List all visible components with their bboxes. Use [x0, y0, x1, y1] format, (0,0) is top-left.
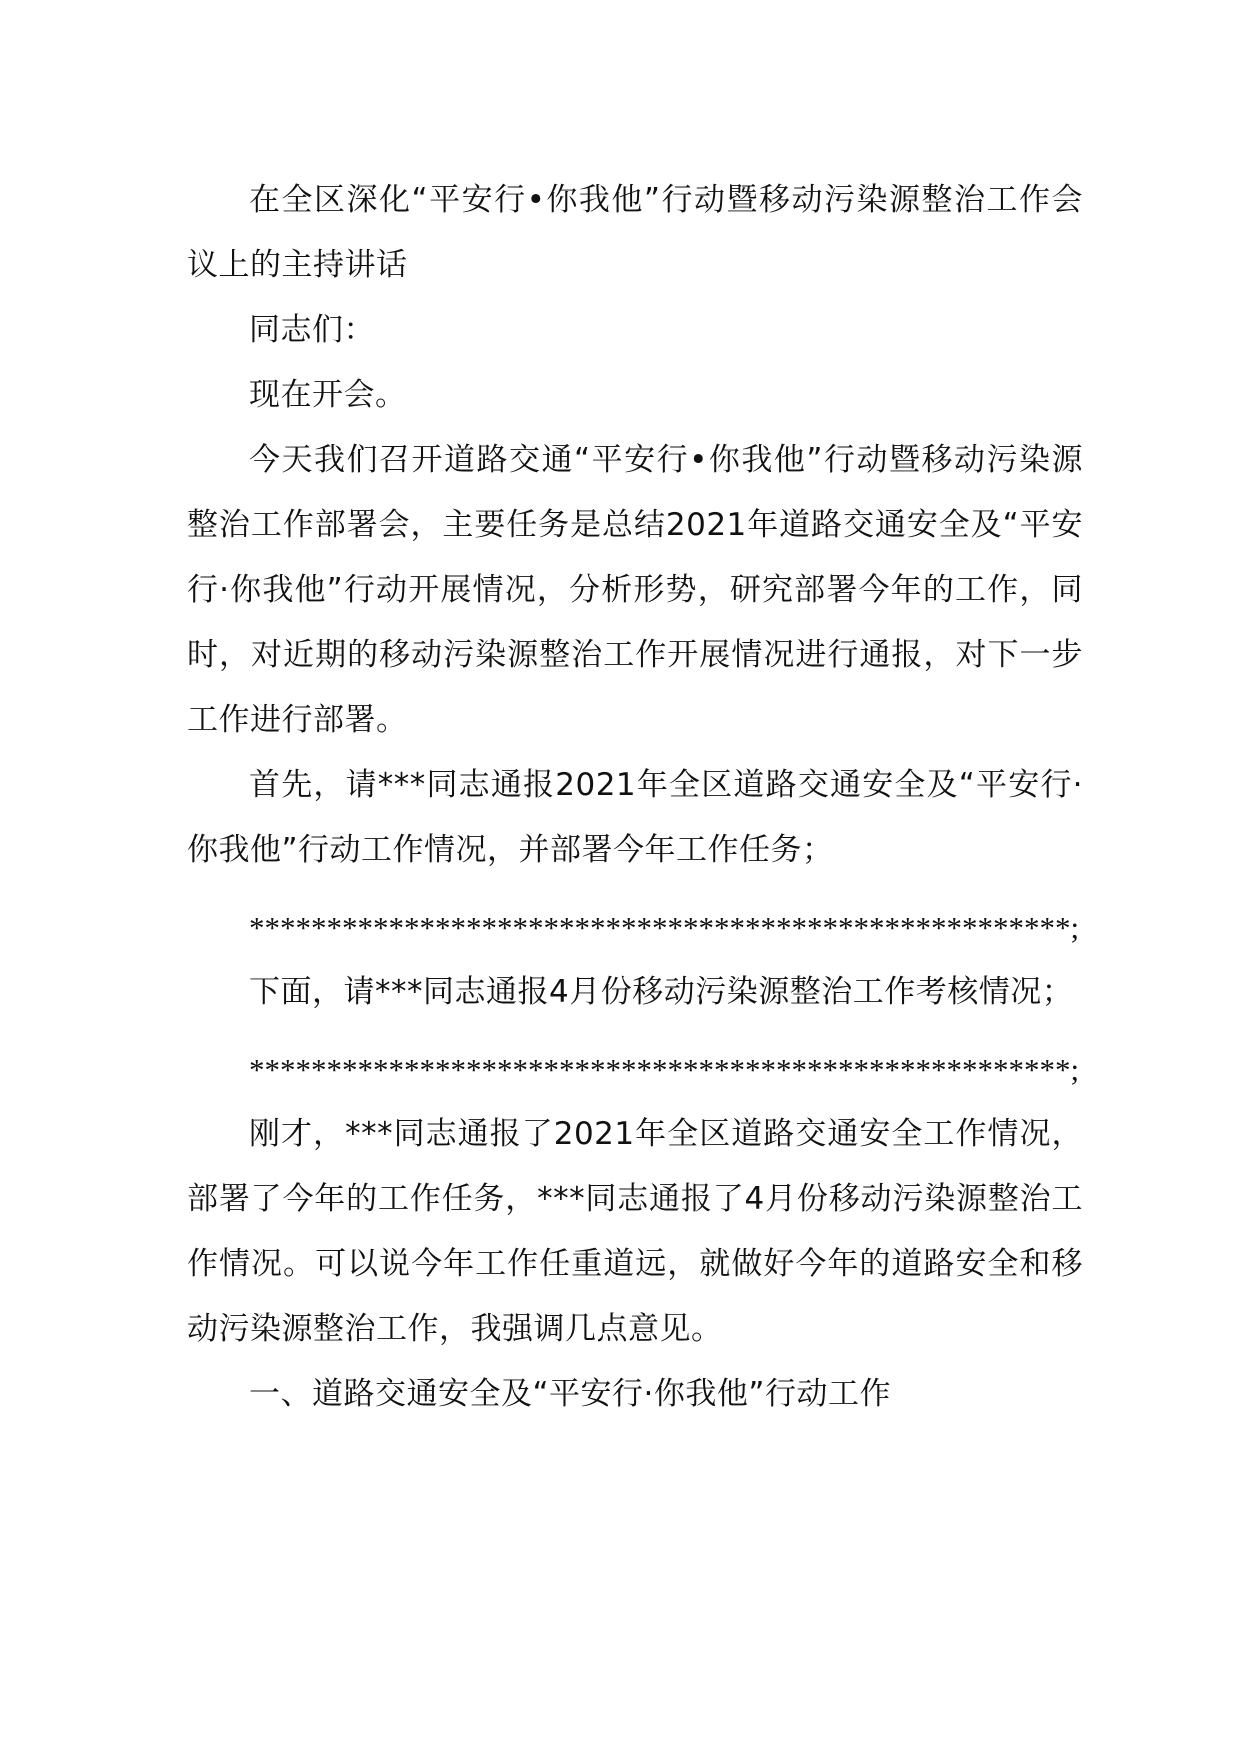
- paragraph-purpose: 今天我们召开道路交通“平安行•你我他”行动暨移动污染源整治工作部署会，主要任务是总结2021年道路交通安全及“平安行·你我他”行动开展情况，分析形势，研究部署今年的工作，同时，对近期的移动污染源整治工作开展情况进行通报，对下一步工作进行部署。: [187, 442, 1083, 738]
- paragraph-salutation: 同志们：: [249, 312, 375, 348]
- document-body: [187, 168, 1083, 1427]
- document-title: 在全区深化“平安行•你我他”行动暨移动污染源整治工作会议上的主持讲话: [187, 182, 1083, 283]
- paragraph-second-report: 下面，请***同志通报4月份移动污染源整治工作考核情况；: [249, 974, 1074, 1010]
- section-heading-1: 一、道路交通安全及“平安行·你我他”行动工作: [249, 1376, 891, 1412]
- paragraph-opening: 现在开会。: [249, 377, 407, 413]
- paragraph-first-report: 首先，请***同志通报2021年全区道路交通安全及“平安行·你我他”行动工作情况，并部署今年工作任务；: [187, 767, 1083, 868]
- paragraph-summary: 刚才，***同志通报了2021年全区道路交通安全工作情况，部署了今年的工作任务，***同志通报了4月份移动污染源整治工作情况。可以说今年工作任重道远，就做好今年的道路安全和移动污染源整治工作，我强调几点意见。: [187, 1116, 1083, 1347]
- paragraph-redacted-2: *****************************************************;: [249, 1052, 1080, 1087]
- paragraph-redacted-1: *****************************************************;: [249, 910, 1080, 945]
